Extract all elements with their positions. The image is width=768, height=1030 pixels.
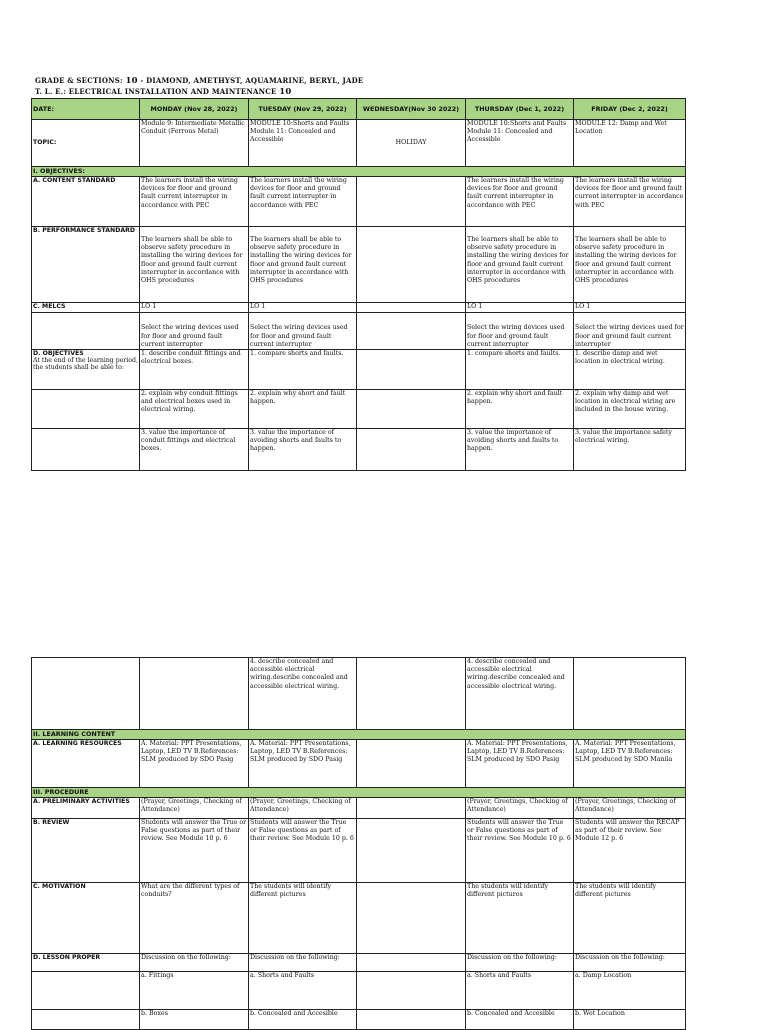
review-row (32, 819, 686, 883)
melcs-lo-thursday: LO 1 (466, 303, 574, 313)
review-label: B. REVIEW (32, 819, 140, 883)
learning-resources-label: A. LEARNING RESOURCES (32, 740, 140, 788)
motivation-label: C. MOTIVATION (32, 883, 140, 954)
preliminary-tuesday: (Prayer, Greetings, Checking of Attendance) (249, 798, 357, 819)
procedure-section-label: III. PROCEDURE (32, 788, 686, 798)
lesson-proper-friday: Discussion on the following: (574, 954, 686, 972)
motivation-row (32, 883, 686, 954)
topic-wednesday: HOLIDAY (357, 120, 466, 167)
objective-4-wednesday (357, 658, 466, 730)
lesson-proper-a-monday: a. Fittings (140, 972, 249, 1010)
lesson-proper-b-tuesday: b. Concealed and Accesible (249, 1010, 357, 1030)
learning-resources-friday: A. Material: PPT Presentations, Laptop, LED TV B.References: SLM produced by SDO Manila (574, 740, 686, 788)
melcs-text-friday: Select the wiring devices used for floor and ground fault current interrupter (574, 313, 686, 350)
wednesday-header: WEDNESDAY(Nov 30 2022) (357, 99, 466, 120)
preliminary-thursday: (Prayer, Greetings, Checking of Attendance) (466, 798, 574, 819)
objective-2-tuesday: 2. explain why short and fault happen. (249, 390, 357, 429)
objective-2-friday: 2. explain why damp and wet location in electrical wiring are included in the house wiring. (574, 390, 686, 429)
objective-1-tuesday: 1. compare shorts and faults. (249, 350, 357, 390)
thursday-header: THURSDAY (Dec 1, 2022) (466, 99, 574, 120)
preliminary-friday: (Prayer, Greetings, Checking of Attendance) (574, 798, 686, 819)
melcs-text-wednesday (357, 313, 466, 350)
lesson-proper-b-thursday: b. Concealed and Accesible (466, 1010, 574, 1030)
objectives-section-row (32, 167, 686, 177)
sections-text: - DIAMOND, AMETHYST, AQUAMARINE, BERYL, JADE (140, 76, 364, 85)
content-standard-tuesday: The learners install the wiring devices for floor and ground fault current interrupter in accordance with PEC (249, 177, 357, 227)
topic-tuesday: MODULE 10:Shorts and Faults Module 11: Concealed and Accessible (249, 120, 357, 167)
grade-number: 10 (125, 76, 138, 86)
lesson-proper-wednesday (357, 954, 466, 972)
lesson-proper-a-row (32, 972, 686, 1010)
learning-resources-wednesday (357, 740, 466, 788)
learning-content-section-label: II. LEARNING CONTENT (32, 730, 686, 740)
lesson-proper-b-wednesday (357, 1010, 466, 1030)
objectives-row-2 (32, 390, 686, 429)
topic-row (32, 120, 686, 167)
lesson-proper-a-wednesday (357, 972, 466, 1010)
melcs-lo-wednesday (357, 303, 466, 313)
learning-content-section-row (32, 730, 686, 740)
motivation-tuesday: The students will identify different pictures (249, 883, 357, 954)
objective-1-friday: 1. describe damp and wet location in electrical wiring. (574, 350, 686, 390)
preliminary-label: A. PRELIMINARY ACTIVITIES (32, 798, 140, 819)
content-standard-wednesday (357, 177, 466, 227)
lesson-proper-label: D. LESSON PROPER (32, 954, 140, 972)
grade-label: GRADE & SECTIONS: (35, 76, 123, 85)
learning-resources-row (32, 740, 686, 788)
objective-2-thursday: 2. explain why short and fault happen. (466, 390, 574, 429)
lesson-proper-row (32, 954, 686, 972)
lesson-proper-a-thursday: a. Shorts and Faults (466, 972, 574, 1010)
content-standard-row (32, 177, 686, 227)
topic-monday: Module 9: Intermediate Metallic Conduit (Ferrous Metal) (140, 120, 249, 167)
objective-2-monday: 2. explain why conduit fittings and electrical boxes used in electrical wiring. (140, 390, 249, 429)
motivation-wednesday (357, 883, 466, 954)
melcs-lo-friday: LO 1 (574, 303, 686, 313)
date-header-row (32, 99, 686, 120)
performance-standard-wednesday (357, 227, 466, 303)
review-wednesday (357, 819, 466, 883)
objective-3-tuesday: 3. value the importance of avoiding shorts and faults to happen. (249, 429, 357, 471)
lesson-proper-a-blank (32, 972, 140, 1010)
objective-1-monday: 1. describe conduit fittings and electrical boxes. (140, 350, 249, 390)
melcs-lo-tuesday: LO 1 (249, 303, 357, 313)
subject-label: T. L. E.: ELECTRICAL INSTALLATION AND MAINTENANCE (35, 87, 277, 96)
tuesday-header: TUESDAY (Nov 29, 2022) (249, 99, 357, 120)
lesson-plan-table-part1 (31, 98, 686, 471)
subject-line (35, 87, 291, 97)
lesson-proper-thursday: Discussion on the following: (466, 954, 574, 972)
motivation-monday: What are the different types of conduits? (140, 883, 249, 954)
lesson-proper-monday: Discussion on the following: (140, 954, 249, 972)
objective-4-friday (574, 658, 686, 730)
melcs-text-blank (32, 313, 140, 350)
review-monday: Students will answer the True or False questions as part of their review. See Module 10 p. 6 (140, 819, 249, 883)
motivation-thursday: The students will identify different pictures (466, 883, 574, 954)
lesson-plan-table-part2 (31, 657, 686, 1030)
review-tuesday: Students will answer the True or False questions as part of their review. See Module 10 p. 6 (249, 819, 357, 883)
objective-3-thursday: 3. value the importance of avoiding shorts and faults to happen. (466, 429, 574, 471)
objective-2-wednesday (357, 390, 466, 429)
objective-1-wednesday (357, 350, 466, 390)
lesson-proper-tuesday: Discussion on the following: (249, 954, 357, 972)
lesson-proper-b-blank (32, 1010, 140, 1030)
objectives-row-1 (32, 350, 686, 390)
performance-standard-row (32, 227, 686, 303)
melcs-text-monday: Select the wiring devices used for floor and ground fault current interrupter (140, 313, 249, 350)
review-friday: Students will answer the RECAP as part of their review. See Module 12 p. 6 (574, 819, 686, 883)
objective-4-thursday: 4. describe concealed and accessible electrical wiring.describe concealed and accessible electrical wiring. (466, 658, 574, 730)
subject-number: 10 (279, 87, 292, 97)
lesson-proper-a-tuesday: a. Shorts and Faults (249, 972, 357, 1010)
objectives-row-4-blank (32, 658, 140, 730)
content-standard-monday: The learners install the wiring devices for floor and ground fault current interrupter in accordance with PEC (140, 177, 249, 227)
objectives-row-3-blank (32, 429, 140, 471)
motivation-friday: The students will identify different pictures (574, 883, 686, 954)
performance-standard-label: B. PERFORMANCE STANDARD (32, 227, 140, 303)
objective-3-monday: 3. value the importance of conduit fittings and electrical boxes. (140, 429, 249, 471)
objectives-label-cell (32, 350, 140, 390)
lesson-proper-a-friday: a. Damp Location (574, 972, 686, 1010)
monday-header: MONDAY (Nov 28, 2022) (140, 99, 249, 120)
performance-standard-thursday: The learners shall be able to observe safety procedure in installing the wiring devices for floor and ground fault current interrupter in accordance with OHS procedures (466, 227, 574, 303)
objective-1-thursday: 1. compare shorts and faults. (466, 350, 574, 390)
melcs-row (32, 303, 686, 313)
performance-standard-monday: The learners shall be able to observe safety procedure in installing the wiring devices for floor and ground fault current interrupter in accordance with OHS procedures (140, 227, 249, 303)
preliminary-wednesday (357, 798, 466, 819)
objective-3-wednesday (357, 429, 466, 471)
objectives-label: D. OBJECTIVES (33, 350, 84, 357)
melcs-lo-monday: LO 1 (140, 303, 249, 313)
objectives-row-3 (32, 429, 686, 471)
performance-standard-friday: The learners shall be able to observe safety procedure in installing the wiring devices for floor and ground fault current interrupter in accordance with OHS procedures (574, 227, 686, 303)
objectives-section-label: I. OBJECTIVES: (32, 167, 686, 177)
melcs-label: C. MELCS (32, 303, 140, 313)
content-standard-thursday: The learners install the wiring devices for floor and ground fault current interrupter in accordance with PEC (466, 177, 574, 227)
learning-resources-tuesday: A. Material: PPT Presentations, Laptop, LED TV B.References: SLM produced by SDO Pasig (249, 740, 357, 788)
procedure-section-row (32, 788, 686, 798)
lesson-proper-b-monday: b. Boxes (140, 1010, 249, 1030)
content-standard-label: A. CONTENT STANDARD (32, 177, 140, 227)
learning-resources-thursday: A. Material: PPT Presentations, Laptop, LED TV B.References: SLM produced by SDO Pasig (466, 740, 574, 788)
performance-standard-tuesday: The learners shall be able to observe safety procedure in installing the wiring devices for floor and ground fault current interrupter in accordance with OHS procedures (249, 227, 357, 303)
melcs-text-thursday: Select the wiring devices used for floor and ground fault current interrupter (466, 313, 574, 350)
melcs-text-row (32, 313, 686, 350)
lesson-proper-b-friday: b. Wet Location (574, 1010, 686, 1030)
preliminary-row (32, 798, 686, 819)
objectives-sub: At the end of the learning period, the students shall be able to: (33, 357, 138, 372)
content-standard-friday: The learners install the wiring devices for floor and ground fault current interrupter in accordance with PEC (574, 177, 686, 227)
objectives-row-2-blank (32, 390, 140, 429)
topic-thursday: MODULE 10:Shorts and Faults Module 11: Concealed and Accessible (466, 120, 574, 167)
learning-resources-monday: A. Material: PPT Presentations, Laptop, LED TV B.References: SLM produced by SDO Pasig (140, 740, 249, 788)
objectives-row-4 (32, 658, 686, 730)
lesson-proper-b-row (32, 1010, 686, 1030)
friday-header: FRIDAY (Dec 2, 2022) (574, 99, 686, 120)
objective-4-tuesday: 4. describe concealed and accessible electrical wiring.describe concealed and accessible electrical wiring. (249, 658, 357, 730)
date-label: DATE: (32, 99, 140, 120)
topic-friday: MODULE 12: Damp and Wet Location (574, 120, 686, 167)
topic-label: TOPIC: (32, 120, 140, 167)
objective-4-monday (140, 658, 249, 730)
melcs-text-tuesday: Select the wiring devices used for floor and ground fault current interrupter (249, 313, 357, 350)
review-thursday: Students will answer the True or False questions as part of their review. See Module 10 p. 6 (466, 819, 574, 883)
objective-3-friday: 3. value the importance safety electrical wiring. (574, 429, 686, 471)
preliminary-monday: (Prayer, Greetings, Checking of Attendance) (140, 798, 249, 819)
grade-sections-line (35, 76, 363, 86)
